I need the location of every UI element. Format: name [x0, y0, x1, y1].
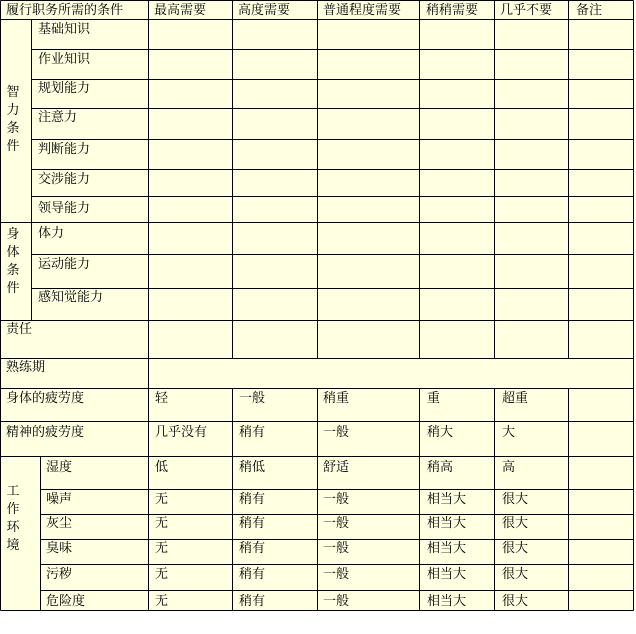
- environment-cell: 很大: [502, 594, 529, 609]
- header-level-normal: 普通程度需要: [323, 3, 402, 18]
- environment-cell: 无: [155, 567, 169, 582]
- environment-cell: 无: [155, 516, 169, 531]
- intellect-item: 交涉能力: [38, 172, 91, 187]
- fatigue-cell: 超重: [502, 391, 529, 406]
- environment-cell: 无: [155, 541, 169, 556]
- intellect-item: 规划能力: [38, 81, 91, 96]
- environment-cell: 很大: [502, 541, 529, 556]
- physical-group-label: 身体条件: [6, 227, 20, 296]
- proficiency-label: 熟练期: [6, 360, 46, 375]
- intellect-item: 领导能力: [38, 201, 91, 216]
- environment-row-label: 噪声: [46, 492, 73, 507]
- header-level-none: 几乎不要: [500, 3, 553, 18]
- fatigue-row-label: 身体的疲劳度: [6, 391, 85, 406]
- environment-row-label: 灰尘: [46, 516, 73, 531]
- environment-cell: 很大: [502, 492, 529, 507]
- fatigue-cell: 轻: [155, 391, 169, 406]
- intellect-item: 判断能力: [38, 142, 91, 157]
- fatigue-cell: 几乎没有: [155, 425, 208, 440]
- header-remark: 备注: [576, 3, 603, 18]
- environment-cell: 相当大: [427, 541, 467, 556]
- environment-cell: 无: [155, 492, 169, 507]
- environment-cell: 一般: [323, 516, 350, 531]
- environment-cell: 稍高: [427, 460, 454, 475]
- fatigue-cell: 稍重: [323, 391, 350, 406]
- environment-cell: 无: [155, 594, 169, 609]
- environment-cell: 相当大: [427, 492, 467, 507]
- environment-cell: 稍有: [239, 541, 266, 556]
- environment-cell: 低: [155, 460, 169, 475]
- environment-cell: 稍有: [239, 492, 266, 507]
- intellect-item: 注意力: [38, 110, 78, 125]
- environment-row-label: 臭味: [46, 541, 73, 556]
- responsibility-label: 责任: [6, 322, 33, 337]
- header-level-highest: 最高需要: [154, 3, 207, 18]
- environment-cell: 舒适: [323, 460, 350, 475]
- physical-item: 运动能力: [38, 257, 91, 272]
- environment-row-label: 湿度: [46, 460, 73, 475]
- environment-row-label: 危险度: [46, 594, 86, 609]
- environment-cell: 稍有: [239, 516, 266, 531]
- header-requirements: 履行职务所需的条件: [6, 3, 124, 18]
- environment-cell: 一般: [323, 594, 350, 609]
- intellect-item: 作业知识: [38, 52, 91, 67]
- physical-item: 感知觉能力: [38, 290, 104, 305]
- fatigue-cell: 稍有: [239, 425, 266, 440]
- environment-row-label: 污秽: [46, 567, 73, 582]
- environment-cell: 相当大: [427, 594, 467, 609]
- environment-cell: 稍低: [239, 460, 266, 475]
- environment-cell: 一般: [323, 492, 350, 507]
- intellect-group-label: 智力条件: [6, 85, 20, 154]
- environment-cell: 稍有: [239, 567, 266, 582]
- environment-cell: 高: [502, 460, 516, 475]
- environment-cell: 一般: [323, 567, 350, 582]
- environment-cell: 一般: [323, 541, 350, 556]
- environment-cell: 稍有: [239, 594, 266, 609]
- fatigue-cell: 大: [502, 425, 516, 440]
- fatigue-row-label: 精神的疲劳度: [6, 425, 85, 440]
- environment-cell: 很大: [502, 516, 529, 531]
- header-level-high: 高度需要: [238, 3, 291, 18]
- physical-item: 体力: [38, 226, 65, 241]
- fatigue-cell: 稍大: [427, 425, 454, 440]
- environment-group-label: 工作环境: [6, 484, 20, 553]
- environment-cell: 相当大: [427, 516, 467, 531]
- header-level-slight: 稍稍需要: [426, 3, 479, 18]
- environment-cell: 相当大: [427, 567, 467, 582]
- fatigue-cell: 重: [427, 391, 441, 406]
- environment-cell: 很大: [502, 567, 529, 582]
- fatigue-cell: 一般: [323, 425, 350, 440]
- fatigue-cell: 一般: [239, 391, 266, 406]
- intellect-item: 基础知识: [38, 22, 91, 37]
